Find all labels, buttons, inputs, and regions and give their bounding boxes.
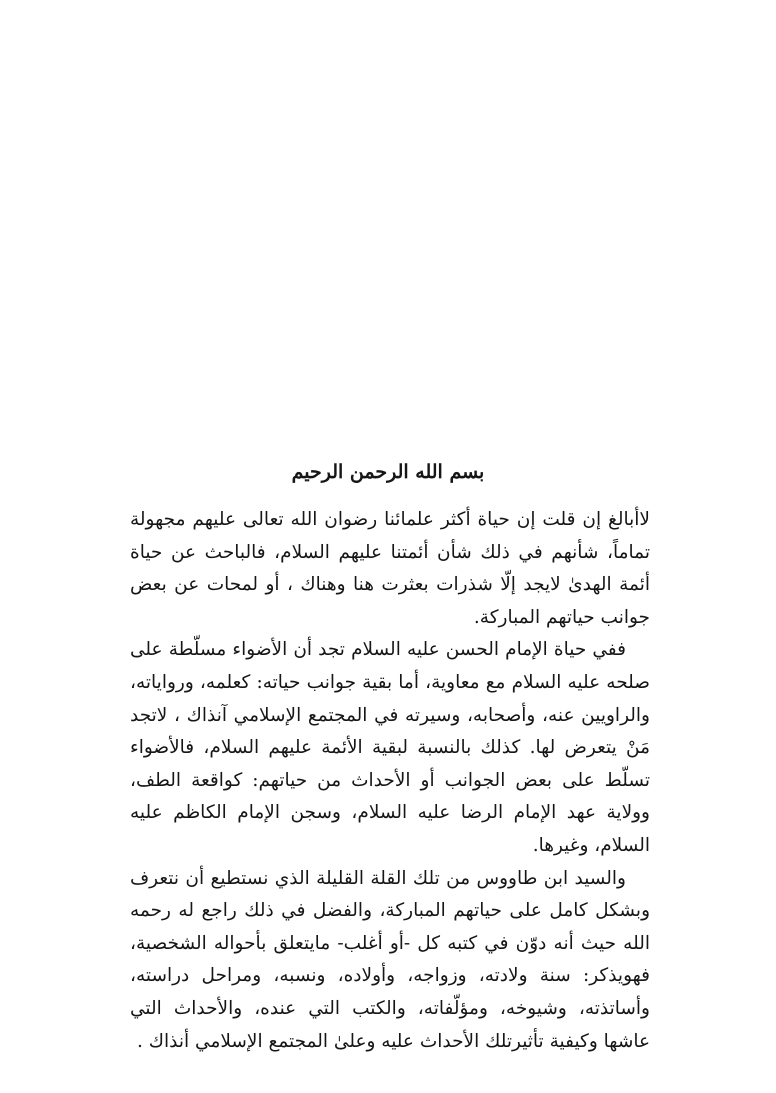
body-text (130, 504, 650, 1058)
paragraph-2: ففي حياة الإمام الحسن عليه السلام تجد أن الأضواء مسلّطة على صلحه عليه السلام مع معاوية، أما بقية جوانب حياته: كعلمه، ورواياته، والراويين عنه، وأصحابه، وسيرته في المجتمع الإسلامي آنذاك ، لاتجد مَنْ يتعرض لها. كذلك بالنسبة لبقية الأئمة عليهم السلام، فالأضواء تسلّط على بعض الجوانب أو الأحداث من حياتهم: كواقعة الطف، وولاية عهد الإمام الرضا عليه السلام، وسجن الإمام الكاظم عليه السلام، وغيرها. (130, 639, 650, 856)
paragraph-1: لاأبالغ إن قلت إن حياة أكثر علمائنا رضوان الله تعالى عليهم مجهولة تماماً، شأنهم في ذلك شأن أئمتنا عليهم السلام، فالباحث عن حياة أئمة الهدىٰ لايجد إلّا شذرات بعثرت هنا وهناك ، أو لمحات عن بعض جوانب حياتهم المباركة. (130, 509, 650, 628)
basmala-heading: بسم الله الرحمن الرحيم (291, 461, 485, 483)
paragraph-3: والسيد ابن طاووس من تلك القلة القليلة الذي نستطيع أن نتعرف وبشكل كامل على حياتهم المباركة، والفضل في ذلك راجع له رحمه الله حيث أنه دوّن في كتبه كل -أو أغلب- مايتعلق بأحواله الشخصية، فهويذكر: سنة ولادته، وزواجه، وأولاده، ونسبه، ومراحل دراسته، وأساتذته، وشيوخه، ومؤلّفاته، والكتب التي عنده، والأحداث التي عاشها وكيفية تأثيرتلك الأحداث عليه وعلىٰ المجتمع الإسلامي أنذاك . (130, 867, 650, 1052)
